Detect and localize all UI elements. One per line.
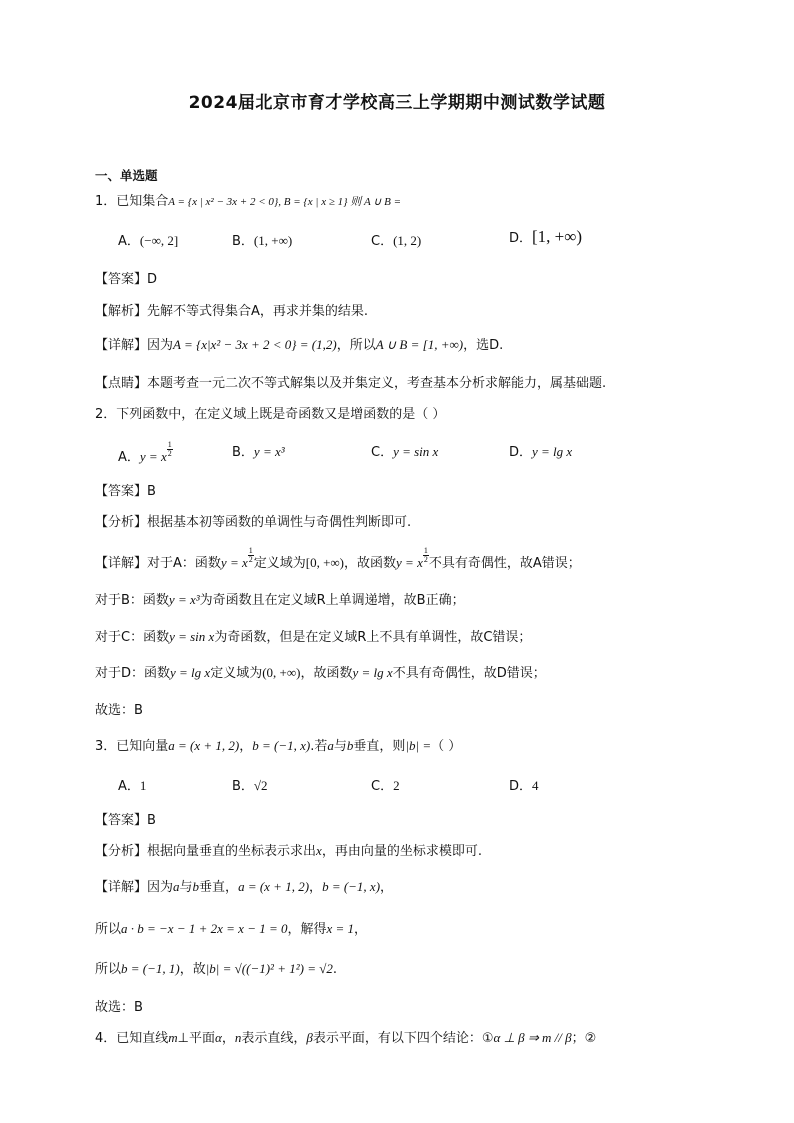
- q3-option-d: D．4: [509, 778, 539, 794]
- q3-analysis: 【分析】根据向量垂直的坐标表示求出x，再由向量的坐标求模即可.: [95, 843, 482, 859]
- q1-option-b: B．(1, +∞): [232, 233, 293, 249]
- q3-option-a: A．1: [118, 778, 147, 794]
- q1-option-a: A．(−∞, 2]: [118, 233, 179, 249]
- question-3-stem: 3．已知向量a = (x + 1, 2)，b = (−1, x).若a与b垂直，则|b| =（ ）: [95, 738, 462, 754]
- q2-analysis: 【分析】根据基本初等函数的单调性与奇偶性判断即可.: [95, 515, 412, 530]
- q3-choose: 故选：B: [95, 1000, 143, 1015]
- q1-detail: 【详解】因为A = {x|x² − 3x + 2 < 0} = (1,2)，所以A ∪ B = [1, +∞)，选D.: [95, 337, 504, 353]
- q2-choose: 故选：B: [95, 703, 143, 718]
- q1-option-d: D．[1, +∞): [509, 227, 583, 246]
- q2-option-d: D．y = lg x: [509, 444, 573, 460]
- q1-comment: 【点睛】本题考查一元二次不等式解集以及并集定义，考查基本分析求解能力，属基础题.: [95, 376, 607, 391]
- q2-detail-c: 对于C：函数y = sin x为奇函数，但是在定义域R上不具有单调性，故C错误；: [95, 629, 532, 645]
- q2-answer: 【答案】B: [95, 484, 156, 499]
- q3-option-b: B．√2: [232, 778, 268, 794]
- q2-detail-a: 【详解】对于A：函数y = x $\frac{1}{2}$ 定义域为[0, +∞)，故函数y = x $\frac{1}{2}$ 不具有奇偶性，故A错误；: [95, 546, 581, 571]
- q3-detail-a: 【详解】因为a与b垂直，a = (x + 1, 2)，b = (−1, x)，: [95, 879, 394, 895]
- q3-option-c: C．2: [371, 778, 400, 794]
- q2-detail-d: 对于D：函数y = lg x定义域为(0, +∞)，故函数y = lg x不具有奇偶性，故D错误；: [95, 665, 546, 681]
- q1-answer: 【答案】D: [95, 272, 158, 287]
- page-title: 2024届北京市育才学校高三上学期期中测试数学试题: [188, 93, 606, 113]
- q2-option-a: A．y = x $\frac{1}{2}$: [118, 440, 172, 465]
- q1-option-c: C．(1, 2): [371, 233, 422, 249]
- question-1-stem: 1．已知集合A = {x | x² − 3x + 2 < 0}, B = {x | x ≥ 1} 则 A ∪ B =: [95, 194, 401, 209]
- q3-answer: 【答案】B: [95, 813, 156, 828]
- q2-detail-b: 对于B：函数y = x³为奇函数且在定义域R上单调递增，故B正确；: [95, 592, 465, 608]
- q3-detail-b: 所以a · b = −x − 1 + 2x = x − 1 = 0，解得x = 1，: [95, 921, 368, 937]
- q2-option-b: B．y = x³: [232, 444, 285, 460]
- q1-analysis: 【解析】先解不等式得集合A，再求并集的结果.: [95, 304, 369, 319]
- q3-detail-c: 所以b = (−1, 1)，故|b| = √((−1)² + 1²) = √2.: [95, 961, 337, 977]
- question-2-stem: 2．下列函数中，在定义域上既是奇函数又是增函数的是（ ）: [95, 407, 446, 422]
- q2-option-c: C．y = sin x: [371, 444, 439, 460]
- section-heading: 一、单选题: [95, 168, 158, 183]
- question-4-stem: 4．已知直线m⊥平面α，n表示直线，β表示平面，有以下四个结论：①α ⊥ β ⇒ m // β；②: [95, 1030, 597, 1046]
